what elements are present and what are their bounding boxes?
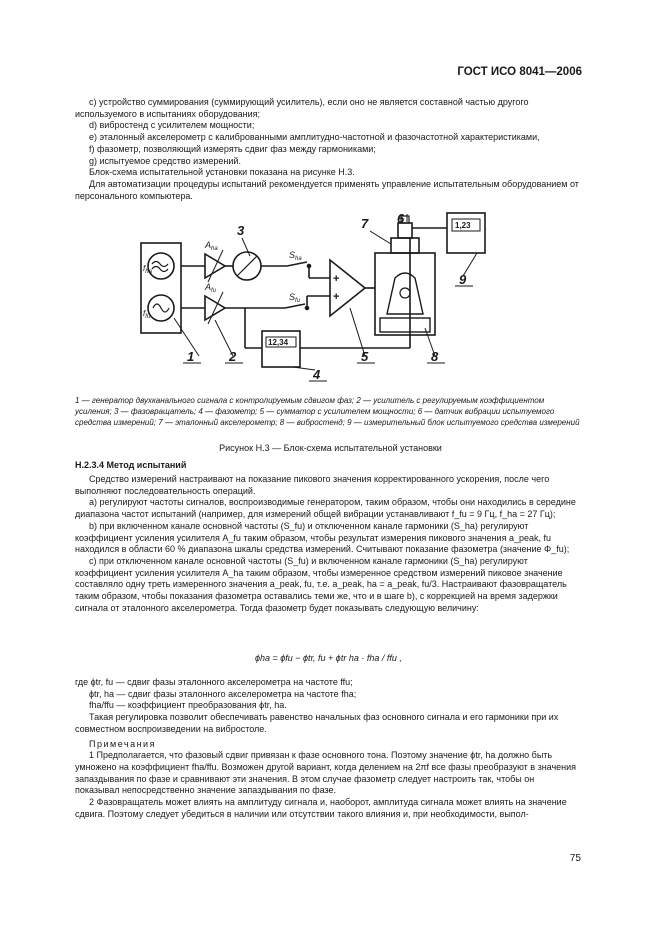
generator-ha-circle — [148, 253, 174, 279]
label-f-ha: $f_{ha}$ — [143, 264, 152, 275]
where-block — [75, 677, 580, 820]
callout-9: 9 — [459, 272, 467, 287]
method-text — [75, 474, 580, 614]
label-a-ha: $A_{ha}$ — [205, 240, 218, 252]
intro-list — [75, 97, 580, 202]
label-s-fu: $S_{fu}$ — [289, 292, 301, 304]
summing-amplifier — [330, 260, 365, 316]
figure-legend: 1 — генератор двухканального сигнала с контролируемым сдвигом фаз; 2 — усилитель с регулируемым коэффициентом усиления; 3 — фазовращатель; 4 — фазометр; 5 — сумматор с усилителем мощности; 6 — датчик вибрации испытуемого средства измерений; 7 — эталонный акселерометр; 8 — вибростенд; 9 — измерительный блок испытуемого средства измерений — [75, 396, 580, 427]
phase-formula: ϕha = ϕfu − ϕtr, fu + ϕtr ha · fha / ffu , — [255, 653, 402, 663]
list-item-f: f) фазометр, позволяющий измерять сдвиг фаз между гармониками; — [89, 143, 376, 154]
vibration-exciter — [375, 253, 435, 335]
callout-8: 8 — [431, 349, 439, 364]
callout-3: 3 — [237, 223, 245, 238]
callout-6: 6 — [397, 211, 405, 226]
step-a: a) регулируют частоты сигналов, воспроизводимые генератором, таким образом, чтобы они находились в середине диапазона частот испытаний (например, для измерений общей вибрации устанавливают f_fu = 9 Гц, f_ha = 27 Гц); — [75, 497, 576, 520]
where-line-3: fha/ffu — коэффициент преобразования ϕtr, ha. — [89, 700, 287, 711]
list-item-e: e) эталонный акселерометр с калиброванными амплитудно-частотной и фазочастотной характеристиками, — [89, 132, 540, 143]
callout-4: 4 — [313, 367, 321, 382]
callout-1: 1 — [187, 349, 195, 364]
label-a-fu: $A_{fu}$ — [205, 282, 217, 294]
callout-5: 5 — [361, 349, 369, 364]
reference-accelerometer — [391, 238, 419, 253]
label-f-fu: $f_{fu}$ — [143, 309, 151, 320]
list-item-d: d) вибростенд с усилителем мощности; — [89, 120, 255, 131]
figure-reference: Блок-схема испытательной установки показана на рисунке Н.3. — [89, 167, 355, 178]
phase-meter-readout: 12,34 — [268, 338, 289, 347]
where-line-2: ϕtr, ha — сдвиг фазы эталонного акселерометра на частоте fha; — [89, 688, 357, 699]
list-item-c: c) устройство суммирования (суммирующий усилитель), если оно не является составной частью другого используемого в испытаниях оборудования; — [75, 97, 529, 119]
after-where: Такая регулировка позволит обеспечивать равенство начальных фаз основного сигнала и его гармоники при их совместном воспроизведении на вибростоле. — [75, 712, 559, 734]
where-line-1: где ϕtr, fu — сдвиг фазы эталонного акселерометра на частоте ffu; — [75, 677, 353, 687]
figure-caption: Рисунок Н.3 — Блок-схема испытательной установки — [219, 443, 442, 453]
measuring-unit-readout: 1,23 — [455, 221, 471, 230]
label-plus-1: + — [333, 273, 340, 285]
method-intro: Средство измерений настраивают на показание пикового значения корректированного ускорения, после чего выполняют последовательность операций. — [75, 474, 550, 496]
phase-meter — [262, 331, 300, 367]
document-code: ГОСТ ИСО 8041—2006 — [457, 66, 582, 78]
automation-note: Для автоматизации процедуры испытаний рекомендуется применять управление испытательным оборудованием от персонального компьютера. — [75, 178, 579, 201]
notes-title: Примечания — [89, 738, 156, 749]
callout-7: 7 — [361, 216, 369, 231]
section-title: Н.2.3.4 Метод испытаний — [75, 460, 187, 470]
note-2: 2 Фазовращатель может влиять на амплитуду сигнала и, наоборот, амплитуда сигнала может влиять на значение сдвига. Поэтому следует убедиться в наличии или отсутствии такого влияния и, при необходимости, выпол- — [75, 797, 567, 819]
block-diagram — [125, 208, 525, 383]
step-c: c) при отключенном канале основной частоты (S_fu) и включенном канале гармоники (S_ha) регулируют коэффициент усиления усилителя A_ha таким образом, чтобы измеренное средством измерений пиковое значение составляло одну треть измеренного значения a_peak, fu, т.е. a_peak, ha = a_peak, fu/3. Настраивают фазовращатель таким образом, чтобы показания фазометра оставались теми же, что и в шаге b), с коррекцией на время задержки сигнала от эталонного акселерометра. Тогда фазометр будет показывать следующую величину: — [75, 555, 567, 613]
list-item-g: g) испытуемое средство измерений. — [89, 155, 241, 166]
label-plus-2: + — [333, 291, 340, 303]
note-1: 1 Предполагается, что фазовый сдвиг привязан к фазе основного тона. Поэтому значение ϕtr, ha должно быть умножено на коэффициент fha/ffu. Возможен другой вариант, когда делением на 2πf все фазы преобразуют в значения запаздывания по фазе и сравнивают эти значения. В этом случае фазометр следует настроить так, чтобы он показывал непосредственно значение запаздывания по фазе. — [75, 750, 577, 796]
label-s-ha: $S_{ha}$ — [289, 250, 302, 262]
callout-2: 2 — [229, 349, 237, 364]
step-b: b) при включенном канале основной частоты (S_fu) и отключенном канале гармоники (S_ha) регулируют коэффициент усиления усилителя A_fu таким образом, чтобы результат измерения пикового значения a_peak, fu находился в области 60 % диапазона шкалы средства измерений. Считывают показание фазометра (значение Φ_fu); — [75, 520, 570, 555]
page-number: 75 — [569, 853, 581, 864]
